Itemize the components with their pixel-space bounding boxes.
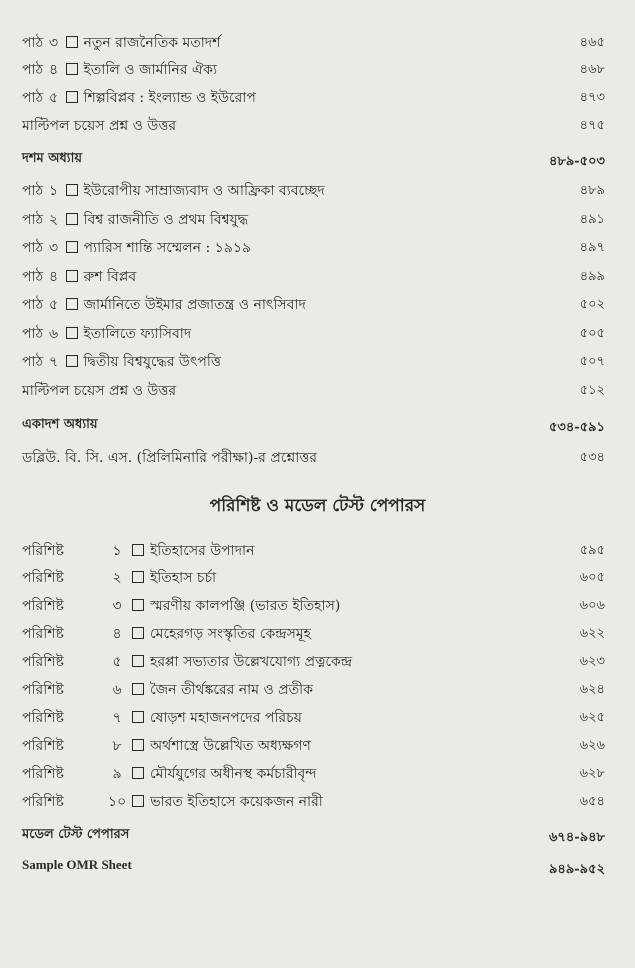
entry-label: পাঠ <box>22 240 44 256</box>
entry-label: পরিশিষ্ট <box>22 654 64 670</box>
entry-label: পরিশিষ্ট <box>22 570 64 586</box>
page-number: ৪৯১ <box>579 212 605 227</box>
entry-label: পরিশিষ্ট <box>22 543 64 559</box>
entry-label: পরিশিষ্ট <box>22 710 64 726</box>
entry-text <box>22 650 352 674</box>
toc-entry <box>0 619 635 645</box>
entry-text <box>22 293 306 317</box>
page-number: ৪৬৮ <box>579 62 605 77</box>
page-number: ৬৫৪ <box>579 794 605 809</box>
entry-title: মাল্টিপল চয়েস প্রশ্ন ও উত্তর <box>22 383 177 399</box>
entry-title: অর্থশাস্ত্রে উল্লেখিত অধ্যক্ষগণ <box>150 738 311 754</box>
entry-number: ২ <box>48 212 59 228</box>
page-number: ৬২৪ <box>579 682 605 697</box>
entry-label: পাঠ <box>22 62 44 78</box>
toc-entry <box>0 563 635 589</box>
entry-text <box>22 265 136 289</box>
appendix-heading: পরিশিষ্ট ও মডেল টেস্ট পেপারস <box>209 496 426 516</box>
page-number: ৫৯৫ <box>579 543 605 558</box>
entry-number: ৩ <box>48 240 59 256</box>
toc-entry <box>0 536 635 562</box>
toc-entry <box>0 233 635 259</box>
page-number: ৫০৫ <box>579 326 605 341</box>
entry-title: নতুন রাজনৈতিক মতাদর্শ <box>83 35 221 51</box>
entry-number: ৩ <box>112 598 122 614</box>
page-number: ৬২৬ <box>579 738 605 753</box>
entry-number: ৪ <box>112 626 122 642</box>
model-test-page-range: ৬৭৪-৯৪৮ <box>548 830 605 845</box>
entry-title: দ্বিতীয় বিশ্বযুদ্ধের উৎপত্তি <box>83 354 221 370</box>
section-heading <box>0 855 635 881</box>
entry-label: পাঠ <box>22 297 44 313</box>
entry-title: মেহেরগড় সংস্কৃতির কেন্দ্রসমূহ <box>150 626 311 642</box>
toc-entry <box>0 703 635 729</box>
toc-entry <box>0 731 635 757</box>
toc-entry <box>0 591 635 617</box>
entry-title: প্যারিস শান্তি সম্মেলন : ১৯১৯ <box>83 240 251 256</box>
entry-text <box>22 179 325 203</box>
page-number: ৬২২ <box>579 626 605 641</box>
entry-label: পরিশিষ্ট <box>22 626 64 642</box>
entry-label: পরিশিষ্ট <box>22 682 64 698</box>
entry-number: ৯ <box>112 766 122 782</box>
entry-label: পাঠ <box>22 183 44 199</box>
checkbox-icon <box>132 795 144 807</box>
entry-text <box>22 539 254 563</box>
entry-text <box>22 594 340 618</box>
entry-title: স্মরণীয় কালপঞ্জি (ভারত ইতিহাস) <box>150 598 341 614</box>
section-heading <box>0 413 635 439</box>
entry-text <box>22 58 217 82</box>
entry-title: ইতিহাসের উপাদান <box>150 543 255 559</box>
entry-number: ৪ <box>48 62 59 78</box>
entry-text <box>22 379 176 403</box>
toc-entry <box>0 647 635 673</box>
checkbox-icon <box>132 571 144 583</box>
entry-number: ১ <box>112 543 122 559</box>
entry-text <box>22 446 317 470</box>
toc-entry <box>0 262 635 288</box>
page-number: ৪৭৫ <box>579 118 605 133</box>
toc-entry <box>0 759 635 785</box>
entry-title: ইতালিতে ফ্যাসিবাদ <box>83 326 192 342</box>
entry-text <box>22 31 220 55</box>
page-number: ৫০২ <box>579 297 605 312</box>
chapter-page-range: ৪৮৯-৫০৩ <box>548 154 605 169</box>
entry-title: ইতিহাস চর্চা <box>150 570 217 586</box>
toc-entry <box>0 787 635 813</box>
page-number: ৫০৭ <box>579 354 605 369</box>
entry-label: পরিশিষ্ট <box>22 794 64 810</box>
entry-title: রুশ বিপ্লব <box>83 269 137 285</box>
entry-title: জার্মানিতে উইমার প্রজাতন্ত্র ও নাৎসিবাদ <box>83 297 306 313</box>
page-number: ৬০৫ <box>579 570 605 585</box>
entry-number: ৬ <box>112 682 122 698</box>
page-number: ৪৮৯ <box>579 183 605 198</box>
checkbox-icon <box>132 544 144 556</box>
checkbox-icon <box>66 91 78 103</box>
entry-text <box>22 208 248 232</box>
toc-entry <box>0 347 635 373</box>
entry-label: পাঠ <box>22 35 44 51</box>
toc-entry <box>0 443 635 469</box>
chapter-title: একাদশ অধ্যায় <box>22 417 98 432</box>
entry-label: পাঠ <box>22 269 44 285</box>
entry-label: পাঠ <box>22 212 44 228</box>
entry-text <box>22 790 323 814</box>
entry-text <box>22 678 313 702</box>
checkbox-icon <box>66 213 78 225</box>
page-number: ৬২৩ <box>579 654 605 669</box>
entry-text <box>22 734 311 758</box>
page-number: ৫১২ <box>579 383 605 398</box>
entry-text <box>22 622 311 646</box>
entry-title: মৌর্যযুগের অধীনস্থ কর্মচারীবৃন্দ <box>150 766 317 782</box>
chapter-title: দশম অধ্যায় <box>22 151 83 166</box>
checkbox-icon <box>66 241 78 253</box>
entry-text <box>22 706 302 730</box>
page-number: ৫৩৪ <box>579 450 605 465</box>
entry-text <box>22 236 251 260</box>
entry-label: পাঠ <box>22 354 44 370</box>
toc-entry <box>0 83 635 109</box>
entry-text <box>22 114 176 138</box>
checkbox-icon <box>132 683 144 695</box>
checkbox-icon <box>66 298 78 310</box>
chapter-page-range: ৫৩৪-৫৯১ <box>548 420 605 435</box>
checkbox-icon <box>66 184 78 196</box>
entry-text <box>22 762 317 786</box>
entry-text <box>22 350 221 374</box>
entry-title: ইতালি ও জার্মানির ঐক্য <box>83 62 218 78</box>
entry-number: ৪ <box>48 269 59 285</box>
entry-number: ৬ <box>48 326 59 342</box>
toc-entry <box>0 28 635 54</box>
entry-title: শিল্পবিপ্লব : ইংল্যান্ড ও ইউরোপ <box>83 90 256 106</box>
omr-title: Sample OMR Sheet <box>22 857 132 872</box>
checkbox-icon <box>132 599 144 611</box>
page-number: ৪৬৫ <box>579 35 605 50</box>
entry-title: ভারত ইতিহাসে কয়েকজন নারী <box>150 794 323 810</box>
checkbox-icon <box>66 355 78 367</box>
page-number: ৬২৮ <box>579 766 605 781</box>
checkbox-icon <box>132 767 144 779</box>
omr-page-range: ৯৪৯-৯৫২ <box>548 862 605 877</box>
entry-label: পাঠ <box>22 90 44 106</box>
entry-number: ৭ <box>112 710 122 726</box>
toc-entry <box>0 205 635 231</box>
entry-number: ১ <box>48 183 59 199</box>
toc-entry <box>0 319 635 345</box>
checkbox-icon <box>132 655 144 667</box>
toc-entry <box>0 176 635 202</box>
toc-entry <box>0 376 635 402</box>
checkbox-icon <box>66 327 78 339</box>
toc-entry <box>0 111 635 137</box>
entry-label: পরিশিষ্ট <box>22 738 64 754</box>
entry-number: ৩ <box>48 35 59 51</box>
section-heading <box>0 823 635 849</box>
page-number: ৬২৫ <box>579 710 605 725</box>
page-number: ৬০৬ <box>579 598 605 613</box>
checkbox-icon <box>132 627 144 639</box>
checkbox-icon <box>132 711 144 723</box>
entry-label: পাঠ <box>22 326 44 342</box>
entry-number: ৫ <box>48 90 59 106</box>
entry-title: মাল্টিপল চয়েস প্রশ্ন ও উত্তর <box>22 118 177 134</box>
entry-title: বিশ্ব রাজনীতি ও প্রথম বিশ্বযুদ্ধ <box>83 212 248 228</box>
entry-number: ৫ <box>48 297 59 313</box>
entry-text <box>22 322 191 346</box>
entry-title: হরপ্পা সভ্যতার উল্লেখযোগ্য প্রত্নকেন্দ্র <box>150 654 353 670</box>
entry-title: ষোড়শ মহাজনপদের পরিচয় <box>150 710 302 726</box>
model-test-title: মডেল টেস্ট পেপারস <box>22 827 130 842</box>
entry-number: ৮ <box>112 738 122 754</box>
entry-title: ইউরোপীয় সাম্রাজ্যবাদ ও আফ্রিকা ব্যবচ্ছেদ <box>83 183 325 199</box>
entry-text <box>22 86 256 110</box>
entry-number: ১০ <box>108 794 127 810</box>
section-heading <box>0 147 635 173</box>
page-number: ৪৭৩ <box>579 90 605 105</box>
toc-entry <box>0 290 635 316</box>
checkbox-icon <box>132 739 144 751</box>
entry-title: ডব্লিউ. বি. সি. এস. (প্রিলিমিনারি পরীক্ষা)-র প্রশ্নোত্তর <box>22 450 317 466</box>
entry-label: পরিশিষ্ট <box>22 766 64 782</box>
toc-entry <box>0 675 635 701</box>
checkbox-icon <box>66 63 78 75</box>
entry-number: ২ <box>112 570 122 586</box>
entry-title: জৈন তীর্থঙ্করের নাম ও প্রতীক <box>150 682 313 698</box>
checkbox-icon <box>66 270 78 282</box>
checkbox-icon <box>66 36 78 48</box>
page-number: ৪৯৯ <box>579 269 605 284</box>
entry-number: ৫ <box>112 654 122 670</box>
page-number: ৪৯৭ <box>579 240 605 255</box>
entry-label: পরিশিষ্ট <box>22 598 64 614</box>
toc-entry <box>0 55 635 81</box>
entry-text <box>22 566 216 590</box>
entry-number: ৭ <box>48 354 59 370</box>
